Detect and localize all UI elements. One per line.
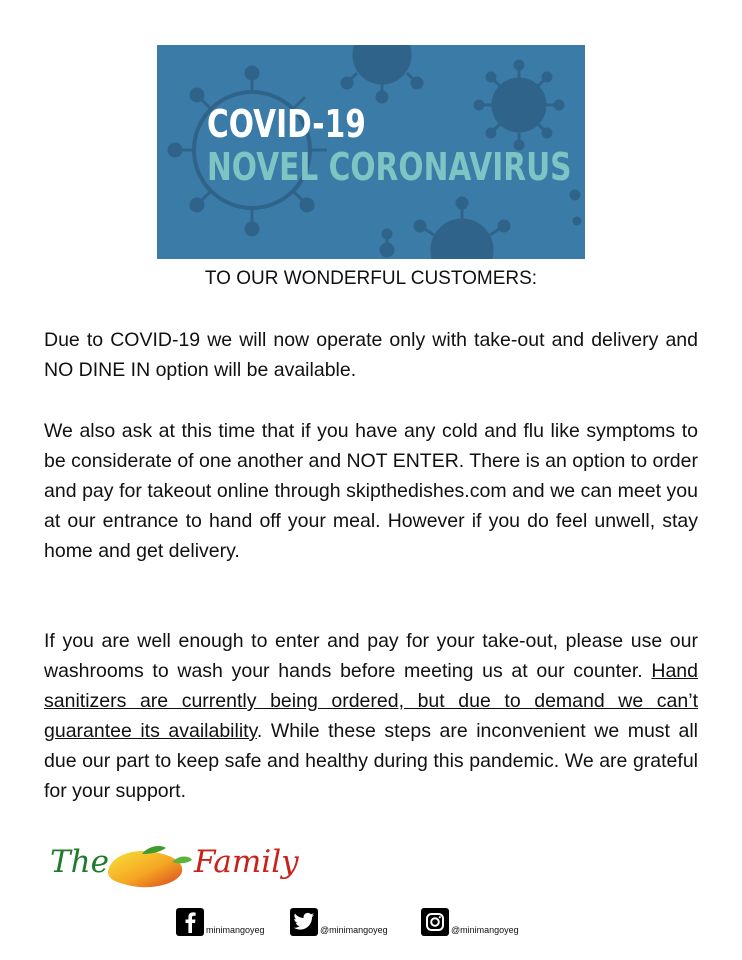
- instagram-icon[interactable]: [421, 908, 449, 936]
- social-instagram[interactable]: [421, 904, 519, 936]
- paragraph-washrooms: [44, 626, 698, 806]
- twitter-handle[interactable]: @minimangoyeg: [320, 925, 388, 935]
- social-twitter[interactable]: [290, 904, 388, 936]
- page-heading: TO OUR WONDERFUL CUSTOMERS:: [204, 268, 538, 289]
- logo-word-family: Family: [194, 844, 299, 880]
- twitter-icon[interactable]: [290, 908, 318, 936]
- facebook-icon[interactable]: [176, 908, 204, 936]
- covid-banner: [157, 45, 585, 259]
- mango-icon: [102, 842, 194, 894]
- paragraph-washrooms-end: . While these steps are inconvenient we must all due our part to keep safe and healthy during this pandemic. We are grateful for your support.: [44, 720, 698, 802]
- sanitizer-notice: Hand sanitizers are currently being ordered, but due to demand we can’t guarantee its availability: [44, 660, 698, 742]
- logo-word-the: The: [50, 844, 109, 880]
- paragraph-symptoms: We also ask at this time that if you have any cold and flu like symptoms to be considerate of one another and NOT ENTER. There is an option to order and pay for takeout online through skipthedishes.com and we can meet you at our entrance to hand off your meal. However if you do feel unwell, stay home and get delivery.: [44, 420, 698, 562]
- family-logo: [44, 838, 304, 894]
- banner-title: COVID-19: [207, 102, 366, 146]
- instagram-handle[interactable]: @minimangoyeg: [451, 925, 519, 935]
- banner-subtitle: NOVEL CORONAVIRUS: [207, 145, 572, 189]
- social-facebook[interactable]: [176, 904, 265, 936]
- facebook-handle[interactable]: minimangoyeg: [206, 925, 265, 935]
- paragraph-dine-in: Due to COVID-19 we will now operate only with take-out and delivery and NO DINE IN option will be available.: [44, 329, 698, 381]
- paragraph-washrooms-start: If you are well enough to enter and pay for your take-out, please use our washrooms to wash your hands before meeting us at our counter.: [44, 630, 698, 682]
